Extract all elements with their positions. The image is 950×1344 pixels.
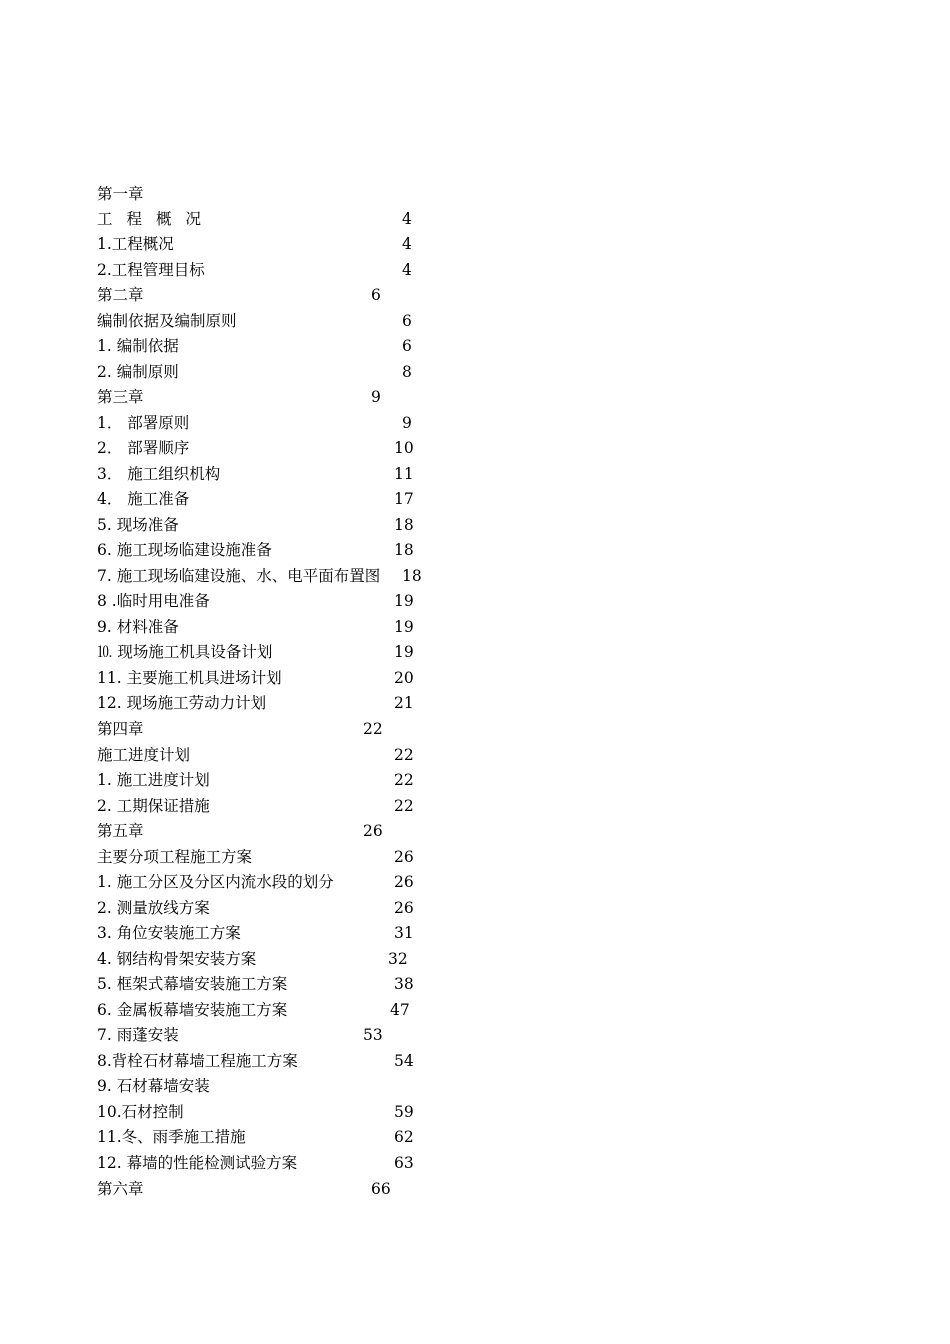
toc-entry-page: 19: [394, 592, 414, 610]
toc-entry-page: 38: [394, 975, 414, 993]
toc-entry-label: 第三章: [97, 388, 144, 406]
toc-entry-page: 22: [394, 746, 414, 764]
toc-entry[interactable]: [97, 846, 437, 868]
toc-entry-page: 26: [394, 873, 414, 891]
toc-entry-label: 主要分项工程施工方案: [97, 848, 253, 866]
toc-entry-page: 18: [394, 541, 414, 559]
toc-entry-page: 22: [394, 797, 414, 815]
toc-entry[interactable]: [97, 1126, 437, 1148]
toc-entry[interactable]: [97, 1075, 437, 1097]
toc-entry-page: 6: [371, 286, 381, 304]
toc-entry-label: 1． 部署原则: [97, 414, 190, 432]
toc-entry[interactable]: [97, 361, 437, 383]
toc-entry-label: 第五章: [97, 822, 144, 840]
toc-entry-label: 7. 雨蓬安装: [97, 1026, 179, 1044]
toc-entry[interactable]: [97, 1152, 437, 1174]
toc-entry[interactable]: [97, 948, 437, 970]
toc-entry-page: 20: [394, 669, 414, 687]
toc-entry-label: 8.背栓石材幕墙工程施工方案: [97, 1052, 298, 1070]
toc-entry[interactable]: [97, 335, 437, 357]
toc-entry-label: 2. 编制原则: [97, 363, 179, 381]
toc-entry-page: 19: [394, 618, 414, 636]
toc-entry[interactable]: [97, 795, 437, 817]
toc-entry[interactable]: [97, 284, 437, 306]
toc-entry-page: 6: [402, 337, 412, 355]
toc-entry-page: 32: [388, 950, 408, 968]
toc-entry[interactable]: [97, 897, 437, 919]
toc-entry-page: 18: [394, 516, 414, 534]
toc-entry[interactable]: [97, 922, 437, 944]
toc-entry-page: 47: [390, 1001, 410, 1019]
toc-entry[interactable]: [97, 310, 437, 332]
toc-entry-label: 施工进度计划: [97, 746, 191, 764]
toc-entry[interactable]: [97, 437, 437, 459]
toc-entry-label: 5. 现场准备: [97, 516, 179, 534]
toc-entry-page: 19: [394, 643, 414, 661]
toc-entry[interactable]: [97, 259, 437, 281]
toc-entry-page: 21: [394, 694, 414, 712]
toc-entry[interactable]: [97, 744, 437, 766]
toc-entry[interactable]: [97, 412, 437, 434]
toc-entry[interactable]: [97, 718, 437, 740]
toc-entry-page: 26: [363, 822, 383, 840]
toc-entry-label: 4． 施工准备: [97, 490, 190, 508]
toc-entry[interactable]: [97, 183, 437, 205]
toc-entry-label: 10.石材控制: [97, 1103, 184, 1121]
toc-entry-label: 1. 编制依据: [97, 337, 179, 355]
toc-entry-label: 12. 现场施工劳动力计划: [97, 694, 267, 712]
toc-entry[interactable]: [97, 488, 437, 510]
toc-entry-page: 26: [394, 848, 414, 866]
toc-entry[interactable]: [97, 1050, 437, 1072]
toc-entry-label: 8 .临时用电准备: [97, 592, 210, 610]
toc-entry[interactable]: [97, 667, 437, 689]
toc-entry-page: 54: [394, 1052, 414, 1070]
toc-entry-label: 第四章: [97, 720, 144, 738]
toc-entry[interactable]: [97, 565, 437, 587]
toc-entry-page: 9: [371, 388, 381, 406]
toc-entry-label: 2． 部署顺序: [97, 439, 190, 457]
toc-entry-page: 4: [402, 235, 412, 253]
toc-entry-label: 6. 施工现场临建设施准备: [97, 541, 272, 559]
toc-entry-page: 11: [394, 465, 414, 483]
toc-entry-label: 第一章: [97, 185, 144, 203]
toc-entry-page: 66: [371, 1180, 391, 1198]
toc-entry[interactable]: [97, 233, 437, 255]
toc-entry-page: 18: [402, 567, 422, 585]
toc-entry[interactable]: [97, 539, 437, 561]
toc-entry[interactable]: [97, 386, 437, 408]
toc-entry-page: 6: [402, 312, 412, 330]
toc-entry[interactable]: [97, 514, 437, 536]
toc-entry-label: 12. 幕墙的性能检测试验方案: [97, 1154, 298, 1172]
toc-entry-page: 22: [394, 771, 414, 789]
toc-entry-page: 31: [394, 924, 414, 942]
toc-entry-label: 9. 材料准备: [97, 618, 179, 636]
toc-entry-label: 编制依据及编制原则: [97, 312, 237, 330]
toc-entry-label: 3． 施工组织机构: [97, 465, 221, 483]
toc-entry-label: 第二章: [97, 286, 144, 304]
toc-entry-label: 6. 金属板幕墙安装施工方案: [97, 1001, 288, 1019]
toc-entry[interactable]: [97, 1024, 437, 1046]
toc-entry-label: 11.冬、雨季施工措施: [97, 1128, 246, 1146]
toc-entry-page: 17: [394, 490, 414, 508]
toc-entry-label: ⒑ 现场施工机具设备计划: [97, 643, 273, 661]
toc-entry-page: 9: [402, 414, 412, 432]
toc-entry[interactable]: [97, 208, 437, 230]
toc-entry-label: 2. 工期保证措施: [97, 797, 210, 815]
toc-entry[interactable]: [97, 769, 437, 791]
toc-entry[interactable]: [97, 641, 437, 663]
toc-entry-page: 10: [394, 439, 414, 457]
toc-entry-label: 1.工程概况: [97, 235, 174, 253]
toc-entry[interactable]: [97, 616, 437, 638]
toc-entry-page: 4: [402, 210, 412, 228]
toc-entry-page: 8: [402, 363, 412, 381]
toc-entry-label: 11. 主要施工机具进场计划: [97, 669, 282, 687]
toc-entry-page: 4: [402, 261, 412, 279]
toc-entry[interactable]: [97, 871, 437, 893]
toc-entry-label: 2.工程管理目标: [97, 261, 205, 279]
toc-entry-label: 9. 石材幕墙安装: [97, 1077, 210, 1095]
toc-entry-label: 3. 角位安装施工方案: [97, 924, 241, 942]
toc-entry-page: 53: [363, 1026, 383, 1044]
toc-entry[interactable]: [97, 820, 437, 842]
toc-entry-label: 4. 钢结构骨架安装方案: [97, 950, 257, 968]
toc-entry-page: 63: [394, 1154, 414, 1172]
toc-entry[interactable]: [97, 463, 437, 485]
toc-entry[interactable]: [97, 973, 437, 995]
toc-entry-label: 2. 测量放线方案: [97, 899, 210, 917]
toc-entry[interactable]: [97, 1178, 437, 1200]
toc-entry[interactable]: [97, 1101, 437, 1123]
toc-entry-label: 1. 施工进度计划: [97, 771, 210, 789]
toc-entry-label: 工程概况: [97, 210, 216, 228]
toc-entry[interactable]: [97, 692, 437, 714]
toc-entry-page: 22: [363, 720, 383, 738]
toc-entry-label: 第六章: [97, 1180, 144, 1198]
toc-entry-page: 59: [394, 1103, 414, 1121]
toc-entry-label: 7. 施工现场临建设施、水、电平面布置图: [97, 567, 381, 585]
toc-entry-label: 5. 框架式幕墙安装施工方案: [97, 975, 288, 993]
toc-entry[interactable]: [97, 590, 437, 612]
toc-entry-page: 26: [394, 899, 414, 917]
toc-entry-label: 1. 施工分区及分区内流水段的划分: [97, 873, 334, 891]
toc-entry-page: 62: [394, 1128, 414, 1146]
toc-entry[interactable]: [97, 999, 437, 1021]
